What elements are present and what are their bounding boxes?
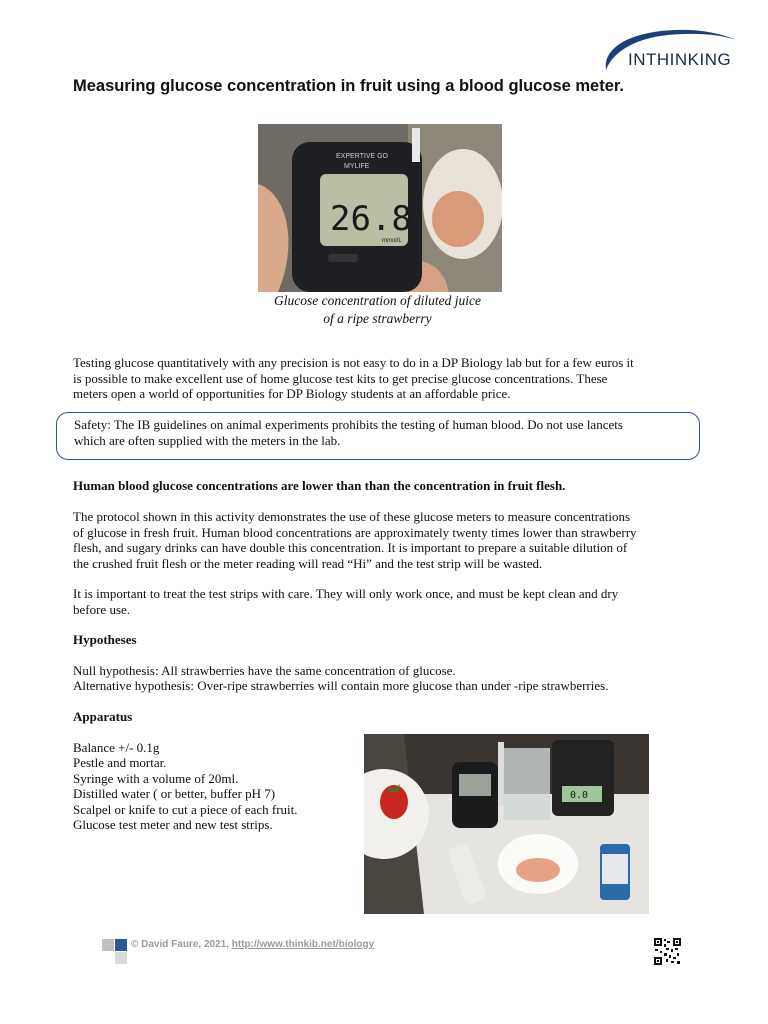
meter-sub: MYLIFE bbox=[344, 163, 370, 170]
hypotheses-heading: Hypotheses bbox=[73, 632, 137, 647]
null-hypothesis: Null hypothesis: All strawberries have the same concentration of glucose. bbox=[73, 663, 456, 678]
safety-text bbox=[74, 417, 694, 448]
footer-square bbox=[102, 939, 114, 951]
caption-line-2: of a ripe strawberry bbox=[323, 311, 432, 326]
apparatus-heading: Apparatus bbox=[73, 709, 133, 724]
logo-text: INTHINKING bbox=[628, 50, 732, 69]
scale-reading: 0.0 bbox=[570, 790, 589, 801]
apparatus-item: Syringe with a volume of 20ml. bbox=[73, 771, 239, 786]
apparatus-item: Pestle and mortar. bbox=[73, 755, 167, 770]
safety-line-1: Safety: The IB guidelines on animal experiments prohibits the testing of human blood. Do not use lancets bbox=[74, 417, 623, 432]
meter-reading: 26.8 bbox=[330, 199, 412, 239]
intro-line-3: meters open a world of opportunities for DP Biology students at an affordable price. bbox=[73, 386, 511, 401]
intro-paragraph bbox=[73, 355, 703, 402]
protocol-line-4: the crushed fruit flesh or the meter reading will read “Hi” and the test strip will be wasted. bbox=[73, 555, 543, 571]
caption-line-1: Glucose concentration of diluted juice bbox=[274, 293, 481, 308]
qr-code-icon bbox=[654, 938, 681, 965]
footer-square bbox=[115, 939, 127, 951]
protocol-line-3: flesh, and sugary drinks can have double this concentration. It is important to prepare a suitable dilution of bbox=[73, 540, 628, 555]
apparatus-photo bbox=[364, 734, 649, 914]
protocol-line-2: of glucose in fresh fruit. Human blood concentrations are approximately twenty times lower than strawberry bbox=[73, 524, 637, 540]
inthinking-logo bbox=[600, 26, 740, 74]
apparatus-item: Balance +/- 0.1g bbox=[73, 740, 160, 755]
section-heading: Human blood glucose concentrations are lower than than the concentration in fruit flesh. bbox=[73, 478, 566, 493]
apparatus-item: Scalpel or knife to cut a piece of each fruit. bbox=[73, 802, 298, 817]
footer-url-link[interactable]: http://www.thinkib.net/biology bbox=[231, 939, 375, 950]
footer-copyright bbox=[131, 939, 374, 950]
copyright-text: © David Faure, 2021, bbox=[131, 939, 232, 950]
glucose-meter-photo bbox=[258, 124, 502, 292]
meter-unit: mmol/L bbox=[382, 238, 402, 244]
intro-line-2: is possible to make excellent use of home glucose test kits to get precise glucose concentrations. These bbox=[73, 370, 608, 386]
apparatus-item: Glucose test meter and new test strips. bbox=[73, 817, 273, 832]
test-strip-line-1: It is important to treat the test strips with care. They will only work once, and must be kept clean and dry bbox=[73, 586, 619, 601]
test-strip-paragraph bbox=[73, 586, 703, 617]
protocol-line-1: The protocol shown in this activity demonstrates the use of these glucose meters to measure concentrations bbox=[73, 509, 631, 524]
photo-caption bbox=[250, 292, 505, 328]
footer-square bbox=[115, 952, 127, 964]
safety-line-2: which are often supplied with the meters in the lab. bbox=[74, 432, 341, 448]
meter-brand: EXPERTIVE GO bbox=[336, 153, 388, 160]
alternative-hypothesis: Alternative hypothesis: Over-ripe strawberries will contain more glucose than under -ripe strawberries. bbox=[73, 678, 609, 693]
intro-line-1: Testing glucose quantitatively with any precision is not easy to do in a DP Biology lab but for a few euros it bbox=[73, 355, 634, 370]
page-title: Measuring glucose concentration in fruit using a blood glucose meter. bbox=[73, 77, 624, 95]
apparatus-item: Distilled water ( or better, buffer pH 7) bbox=[73, 786, 276, 801]
safety-box bbox=[56, 412, 700, 460]
test-strip-line-2: before use. bbox=[73, 601, 131, 617]
protocol-paragraph bbox=[73, 509, 703, 571]
